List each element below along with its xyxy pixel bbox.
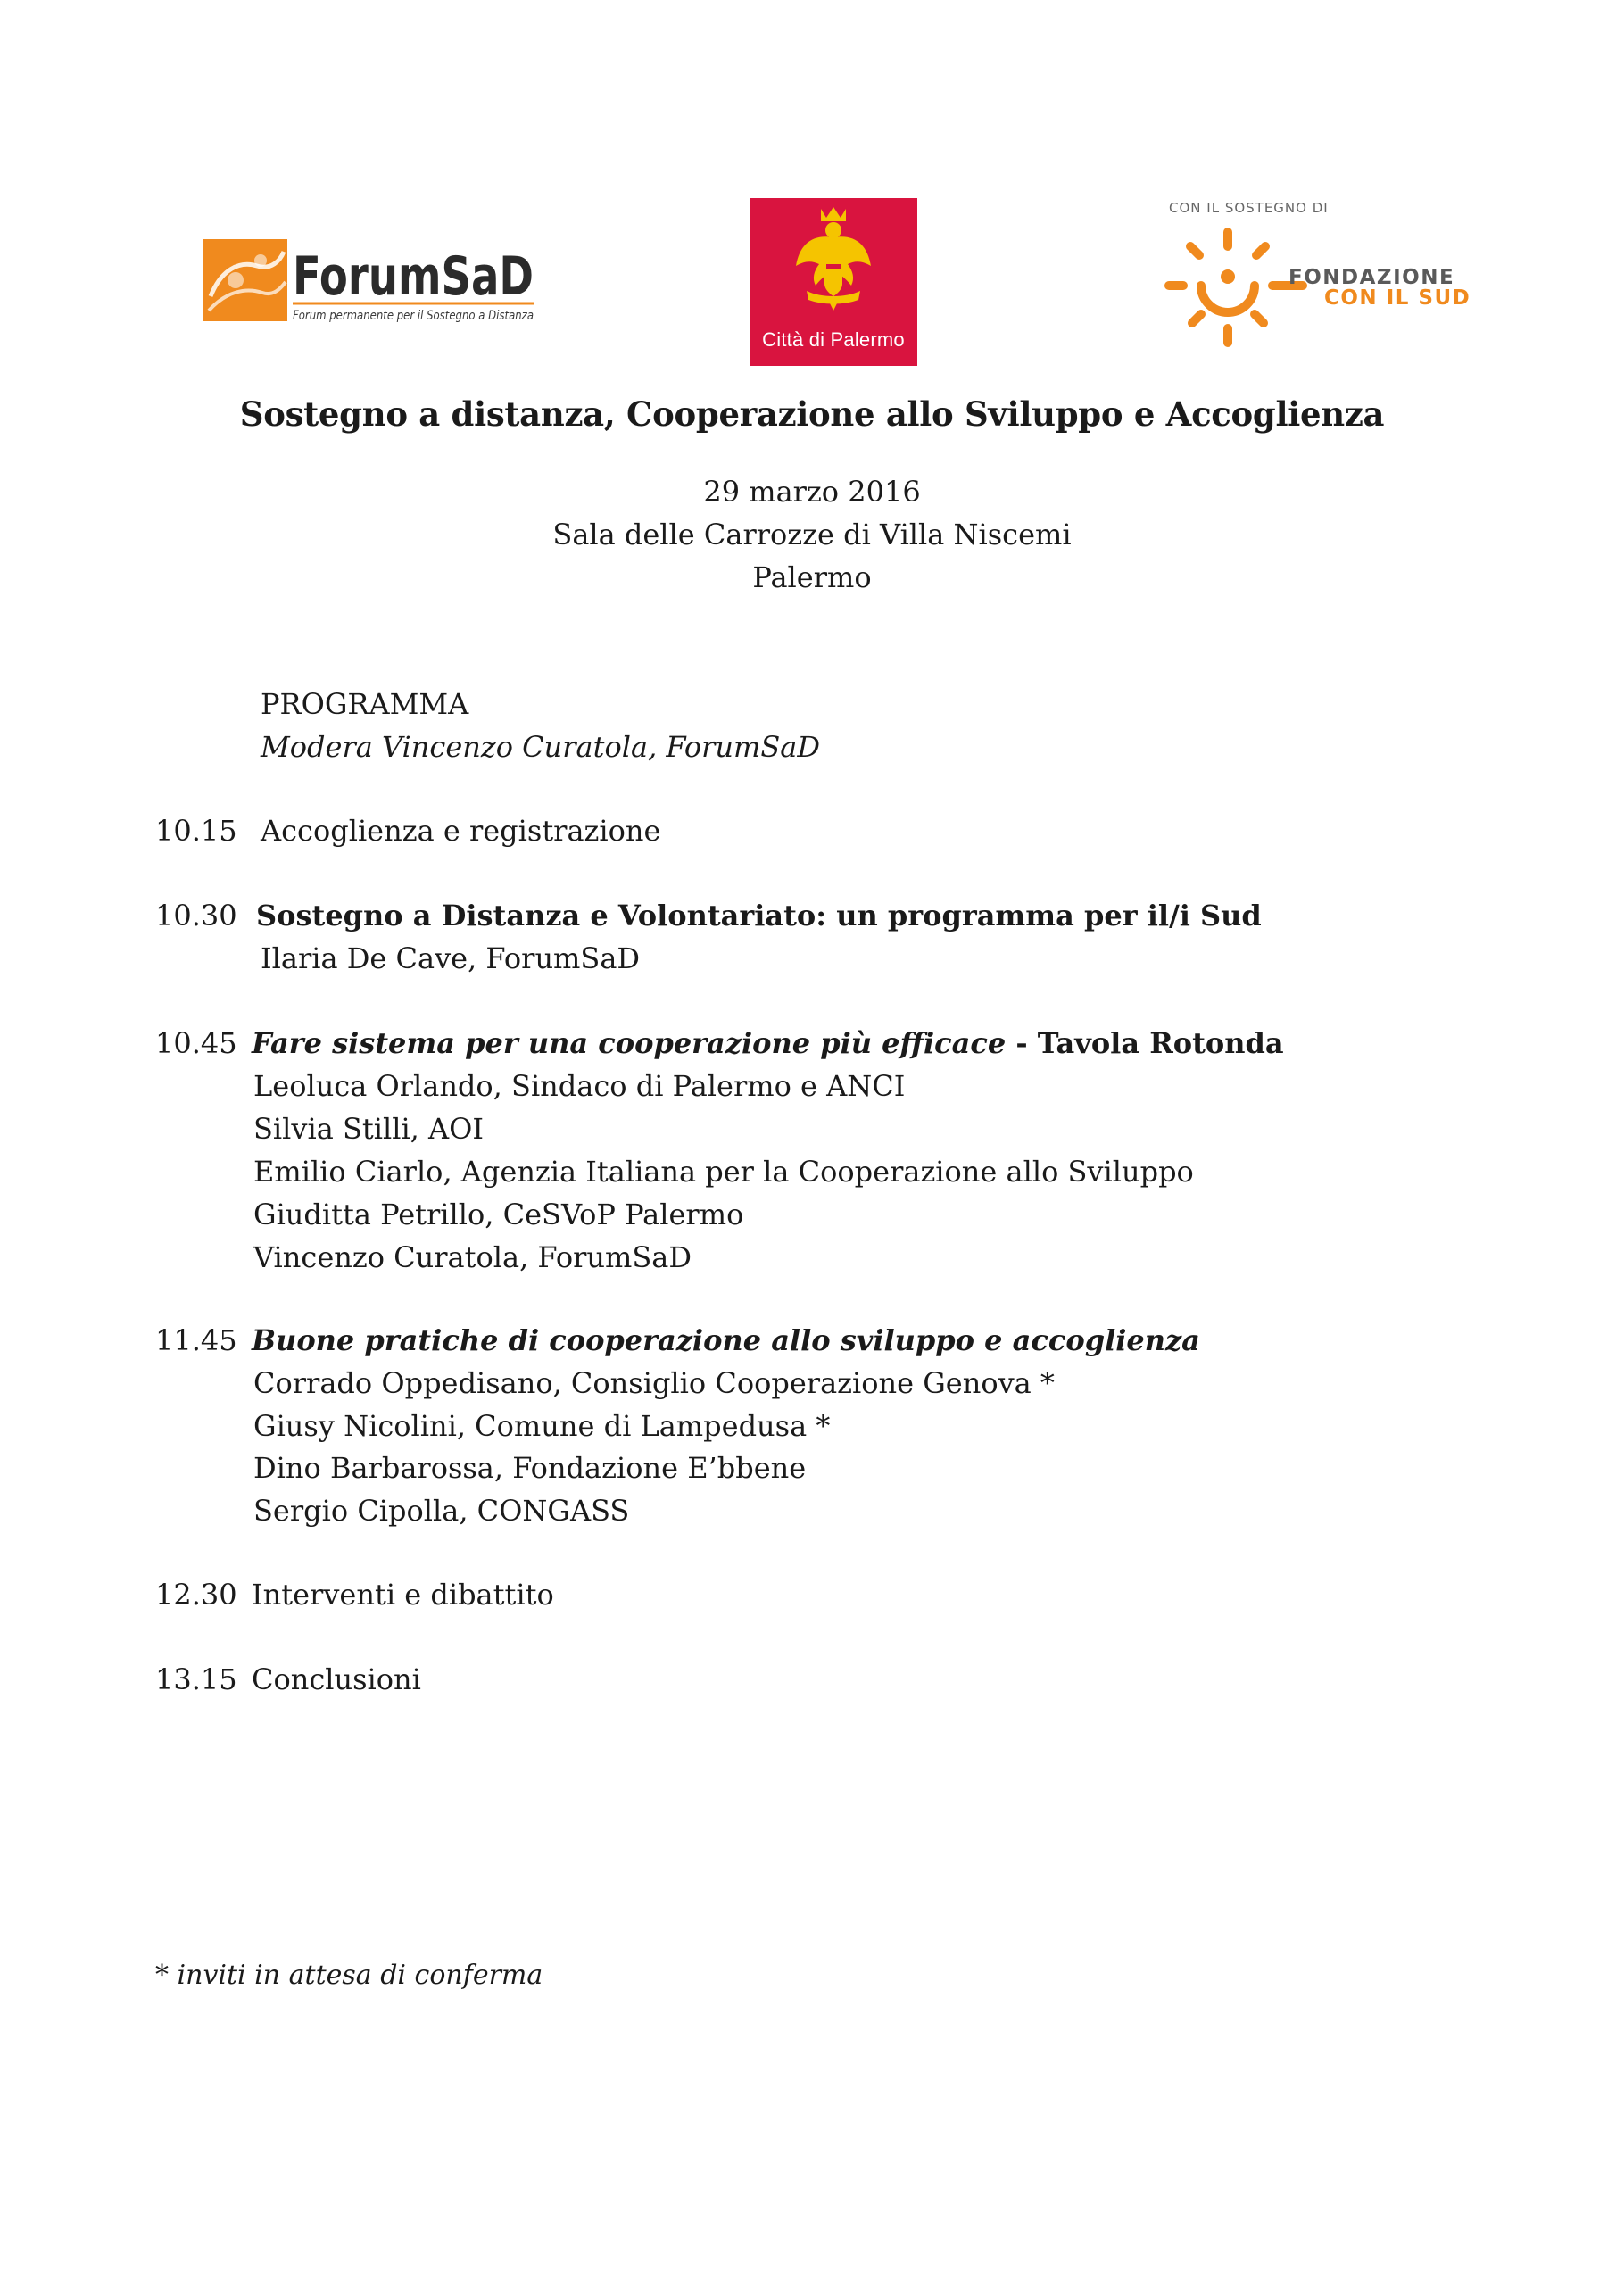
palermo-logo [750,198,917,366]
speaker: Leoluca Orlando, Sindaco di Palermo e ANCI [253,1069,906,1103]
sun-icon [1160,200,1303,352]
fondazione-subname: CON IL SUD [1324,286,1471,310]
eagle-crest-icon [750,198,917,323]
item-title-line [252,1026,1284,1060]
forumsad-emblem-icon [203,234,543,330]
item-time: 11.45 [155,1323,237,1357]
speaker: Dino Barbarossa, Fondazione E’bbene [253,1451,807,1485]
item-title: Accoglienza e registrazione [261,814,661,848]
item-time: 10.30 [155,899,237,932]
forumsad-wordmark: ForumSaD [293,245,534,308]
forumsad-logo [203,234,543,330]
item-title: Fare sistema per una cooperazione più efficace [252,1026,1007,1060]
speaker: Vincenzo Curatola, ForumSaD [253,1240,692,1274]
event-venue: Sala delle Carrozze di Villa Niscemi [552,518,1072,551]
footnote: * inviti in attesa di conferma [155,1960,543,1991]
speaker: Ilaria De Cave, ForumSaD [261,941,641,975]
event-date: 29 marzo 2016 [703,475,921,509]
speaker: Giusy Nicolini, Comune di Lampedusa * [253,1409,831,1443]
speaker: Corrado Oppedisano, Consiglio Cooperazione Genova * [253,1366,1055,1400]
speaker: Sergio Cipolla, CONGASS [253,1494,630,1528]
item-title: Sostegno a Distanza e Volontariato: un programma per il/i Sud [256,899,1262,932]
item-title: Conclusioni [252,1662,421,1696]
event-city: Palermo [752,560,872,594]
item-title-suffix: - Tavola Rotonda [1006,1026,1284,1060]
item-time: 13.15 [155,1662,237,1696]
support-label: CON IL SOSTEGNO DI [1169,200,1329,216]
item-title: Buone pratiche di cooperazione allo sviluppo e accoglienza [252,1323,1200,1357]
item-time: 10.45 [155,1026,237,1060]
speaker: Giuditta Petrillo, CeSVoP Palermo [253,1198,744,1231]
speaker: Silvia Stilli, AOI [253,1112,484,1146]
palermo-name: Città di Palermo [762,328,905,351]
fondazione-name: FONDAZIONE [1288,266,1455,289]
item-time: 12.30 [155,1578,237,1612]
item-time: 10.15 [155,814,237,848]
item-title: Interventi e dibattito [252,1578,554,1612]
forumsad-tagline: Forum permanente per il Sostegno a Distanza [293,309,534,323]
document-title: Sostegno a distanza, Cooperazione allo Sviluppo e Accoglienza [239,394,1385,434]
moderator-line: Modera Vincenzo Curatola, ForumSaD [261,730,821,764]
programme-heading: PROGRAMMA [261,687,469,721]
fondazione-logo [1160,200,1471,361]
speaker: Emilio Ciarlo, Agenzia Italiana per la Cooperazione allo Sviluppo [253,1155,1194,1189]
